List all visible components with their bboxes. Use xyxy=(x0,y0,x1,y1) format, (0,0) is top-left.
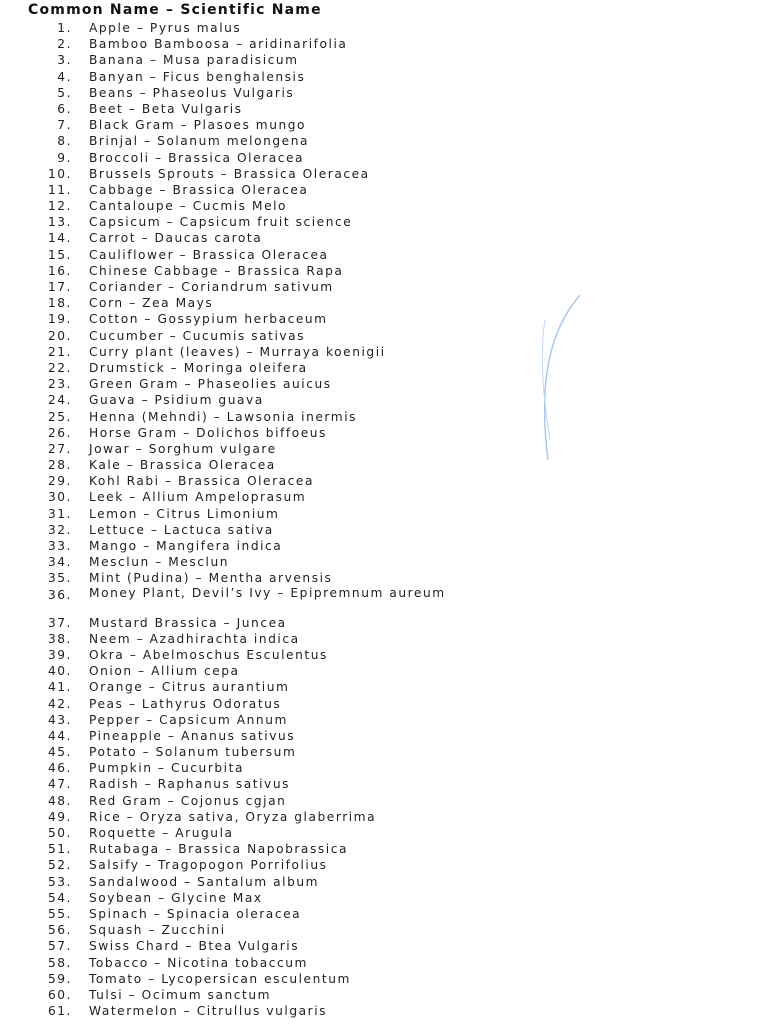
list-item-number: 52. xyxy=(47,858,72,873)
list-item xyxy=(0,1003,768,1019)
list-item-text: Mesclun – Mesclun xyxy=(89,555,229,570)
list-item-number: 9. xyxy=(57,150,72,165)
list-item-text: Chinese Cabbage – Brassica Rapa xyxy=(89,263,344,278)
list-item xyxy=(0,938,768,954)
list-item-text: Watermelon – Citrullus vulgaris xyxy=(89,1004,328,1019)
list-item xyxy=(0,809,768,825)
list-item-number: 27. xyxy=(47,441,72,456)
list-item xyxy=(0,489,768,505)
list-item-text: Spinach – Spinacia oleracea xyxy=(89,906,302,921)
list-item-text: Black Gram – Plasoes mungo xyxy=(89,118,307,133)
list-item xyxy=(0,214,768,230)
list-item-number: 6. xyxy=(57,101,72,116)
list-item-number: 23. xyxy=(47,377,72,392)
list-item xyxy=(0,279,768,295)
list-item-number: 19. xyxy=(47,312,72,327)
list-item-number: 25. xyxy=(47,409,72,424)
list-item-number: 54. xyxy=(47,890,72,905)
list-item xyxy=(0,295,768,311)
list-item-number: 49. xyxy=(47,809,72,824)
list-item-number: 3. xyxy=(57,53,72,68)
list-item-text: Neem – Azadhirachta indica xyxy=(89,631,300,646)
list-item-number: 17. xyxy=(47,280,72,294)
list-item-number: 24. xyxy=(47,393,72,408)
list-item xyxy=(0,473,768,489)
list-item xyxy=(0,971,768,987)
list-item-number: 35. xyxy=(47,571,72,586)
list-item-text: Mustard Brassica – Juncea xyxy=(89,615,287,630)
list-item-number: 28. xyxy=(47,458,72,473)
list-item xyxy=(0,679,768,695)
list-item-text: Pepper – Capsicum Annum xyxy=(89,712,288,727)
list-item xyxy=(0,506,768,522)
list-item-number: 7. xyxy=(57,118,72,133)
list-item-number: 33. xyxy=(47,539,72,553)
list-item-number: 61. xyxy=(47,1004,72,1019)
list-item xyxy=(0,247,768,263)
list-item xyxy=(0,825,768,841)
list-item-number: 39. xyxy=(47,647,72,662)
list-item xyxy=(0,874,768,890)
list-item xyxy=(0,328,768,344)
list-item-text: Tulsi – Ocimum sanctum xyxy=(89,987,272,1002)
list-item-text: Brussels Sprouts – Brassica Oleracea xyxy=(89,166,370,181)
list-item xyxy=(0,263,768,279)
list-item xyxy=(0,587,768,615)
list-item-number: 21. xyxy=(47,344,72,359)
list-item xyxy=(0,409,768,425)
list-item xyxy=(0,198,768,214)
list-item xyxy=(0,69,768,85)
list-item xyxy=(0,922,768,938)
list-item-number: 20. xyxy=(47,328,72,343)
list-item-text: Drumstick – Moringa oleifera xyxy=(89,360,308,375)
list-item-number: 10. xyxy=(47,166,72,181)
list-item xyxy=(0,425,768,441)
list-item-number: 2. xyxy=(57,37,72,52)
list-item-number: 5. xyxy=(57,85,72,100)
list-item-text: Coriander – Coriandrum sativum xyxy=(89,280,334,294)
list-item xyxy=(0,376,768,392)
list-item xyxy=(0,85,768,101)
list-item xyxy=(0,117,768,133)
list-item-number: 58. xyxy=(47,955,72,970)
list-item-text: Pineapple – Ananus sativus xyxy=(89,728,296,743)
list-item-text: Sandalwood – Santalum album xyxy=(89,874,320,889)
list-item-text: Jowar – Sorghum vulgare xyxy=(89,441,277,456)
list-item xyxy=(0,987,768,1003)
list-item-number: 12. xyxy=(47,199,72,214)
list-item-text: Brinjal – Solanum melongena xyxy=(89,134,310,149)
list-item-number: 40. xyxy=(47,664,72,679)
list-item-text: Carrot – Daucas carota xyxy=(89,231,263,246)
list-item-number: 47. xyxy=(47,777,72,792)
list-item-text: Okra – Abelmoschus Esculentus xyxy=(89,647,328,662)
list-item-number: 41. xyxy=(47,680,72,695)
page-title: Common Name – Scientific Name xyxy=(28,2,322,18)
list-item-text: Henna (Mehndi) – Lawsonia inermis xyxy=(89,409,358,424)
list-item-text: Cabbage – Brassica Oleracea xyxy=(89,182,309,197)
list-item-number: 42. xyxy=(47,696,72,711)
list-item-number: 44. xyxy=(47,728,72,743)
list-item xyxy=(0,841,768,857)
list-item-text: Soybean – Glycine Max xyxy=(89,890,263,905)
list-item-number: 30. xyxy=(47,490,72,505)
list-item-text: Mint (Pudina) – Mentha arvensis xyxy=(89,571,333,586)
list-item-text: Potato – Solanum tubersum xyxy=(89,745,297,760)
list-item-text: Lemon – Citrus Limonium xyxy=(89,506,280,521)
list-item xyxy=(0,744,768,760)
list-item-number: 36. xyxy=(47,587,72,602)
list-item-number: 8. xyxy=(57,134,72,149)
list-item-number: 18. xyxy=(47,296,72,311)
list-item-number: 55. xyxy=(47,906,72,921)
list-item-number: 53. xyxy=(47,874,72,889)
list-item xyxy=(0,776,768,792)
list-item-number: 45. xyxy=(47,745,72,760)
list-item xyxy=(0,20,768,36)
list-item-text: Capsicum – Capsicum fruit science xyxy=(89,215,353,230)
list-item xyxy=(0,182,768,198)
list-item-number: 43. xyxy=(47,712,72,727)
list-item-number: 15. xyxy=(47,247,72,262)
list-item xyxy=(0,441,768,457)
list-item-number: 22. xyxy=(47,360,72,375)
list-item-number: 56. xyxy=(47,923,72,938)
list-item xyxy=(0,663,768,679)
list-item-text: Radish – Raphanus sativus xyxy=(89,777,290,792)
list-item xyxy=(0,554,768,570)
list-item-number: 59. xyxy=(47,971,72,986)
list-item-number: 51. xyxy=(47,842,72,857)
list-item-number: 32. xyxy=(47,522,72,537)
list-item xyxy=(0,793,768,809)
list-item-number: 46. xyxy=(47,761,72,776)
list-item-text: Broccoli – Brassica Oleracea xyxy=(89,150,305,165)
list-item-text: Money Plant, Devil’s Ivy – Epipremnum aureum xyxy=(89,585,446,600)
list-item xyxy=(0,166,768,182)
list-item-text: Guava – Psidium guava xyxy=(89,393,264,408)
list-item-text: Swiss Chard – Btea Vulgaris xyxy=(89,939,300,954)
list-item-text: Corn – Zea Mays xyxy=(89,296,214,311)
list-item-number: 1. xyxy=(57,21,72,35)
list-item xyxy=(0,133,768,149)
list-item xyxy=(0,150,768,166)
list-item-number: 48. xyxy=(47,793,72,808)
list-item-text: Apple – Pyrus malus xyxy=(89,21,242,35)
list-item-text: Orange – Citrus aurantium xyxy=(89,680,290,695)
list-item xyxy=(0,696,768,712)
list-item-text: Banyan – Ficus benghalensis xyxy=(89,69,306,84)
list-item-text: Bamboo Bamboosa – aridinarifolia xyxy=(89,37,348,52)
list-item-text: Curry plant (leaves) – Murraya koenigii xyxy=(89,344,386,359)
list-item xyxy=(0,457,768,473)
list-item xyxy=(0,647,768,663)
list-item-text: Onion – Allium cepa xyxy=(89,664,240,679)
list-item xyxy=(0,538,768,554)
list-item-text: Beet – Beta Vulgaris xyxy=(89,101,243,116)
list-item-number: 34. xyxy=(47,555,72,570)
list-item xyxy=(0,522,768,538)
list-item-text: Cauliflower – Brassica Oleracea xyxy=(89,247,329,262)
list-item-text: Salsify – Tragopogon Porrifolius xyxy=(89,858,328,873)
list-item xyxy=(0,360,768,376)
list-item-number: 11. xyxy=(47,182,72,197)
list-item xyxy=(0,230,768,246)
list-item-number: 38. xyxy=(47,631,72,646)
list-item xyxy=(0,906,768,922)
list-item xyxy=(0,344,768,360)
list-item xyxy=(0,857,768,873)
list-item-text: Cucumber – Cucumis sativas xyxy=(89,328,306,343)
list-item xyxy=(0,615,768,631)
list-item-text: Lettuce – Lactuca sativa xyxy=(89,522,274,537)
list-item xyxy=(0,760,768,776)
list-item-number: 13. xyxy=(47,215,72,230)
list-item xyxy=(0,52,768,68)
list-item xyxy=(0,392,768,408)
list-item-number: 29. xyxy=(47,474,72,489)
list-item-text: Red Gram – Cojonus cgjan xyxy=(89,793,287,808)
list-item-text: Roquette – Arugula xyxy=(89,826,234,840)
list-item-text: Cotton – Gossypium herbaceum xyxy=(89,312,328,327)
list-item-text: Peas – Lathyrus Odoratus xyxy=(89,696,282,711)
list-item-number: 50. xyxy=(47,826,72,840)
list-item-text: Banana – Musa paradisicum xyxy=(89,53,299,68)
list-item xyxy=(0,728,768,744)
list-item-text: Kale – Brassica Oleracea xyxy=(89,458,276,473)
list-item-text: Tomato – Lycopersican esculentum xyxy=(89,971,351,986)
list-item xyxy=(0,101,768,117)
plant-name-list xyxy=(0,20,768,1019)
list-item-text: Beans – Phaseolus Vulgaris xyxy=(89,85,295,100)
list-item-text: Pumpkin – Cucurbita xyxy=(89,761,244,776)
list-item-text: Leek – Allium Ampeloprasum xyxy=(89,490,307,505)
list-item-number: 4. xyxy=(57,69,72,84)
list-item-text: Green Gram – Phaseolies auicus xyxy=(89,377,332,392)
list-item xyxy=(0,36,768,52)
list-item-number: 57. xyxy=(47,939,72,954)
list-item-number: 14. xyxy=(47,231,72,246)
list-item-text: Rice – Oryza sativa, Oryza glaberrima xyxy=(89,809,377,824)
list-item xyxy=(0,890,768,906)
list-item xyxy=(0,631,768,647)
list-item-text: Cantaloupe – Cucmis Melo xyxy=(89,199,288,214)
list-item-text: Tobacco – Nicotina tobaccum xyxy=(89,955,308,970)
list-item xyxy=(0,712,768,728)
list-item-text: Kohl Rabi – Brassica Oleracea xyxy=(89,474,315,489)
list-item-number: 31. xyxy=(47,506,72,521)
list-item xyxy=(0,955,768,971)
list-item xyxy=(0,570,768,586)
list-item-text: Mango – Mangifera indica xyxy=(89,539,283,553)
list-item xyxy=(0,311,768,327)
list-item-text: Rutabaga – Brassica Napobrassica xyxy=(89,842,348,857)
list-item-text: Squash – Zucchini xyxy=(89,923,226,938)
list-item-number: 37. xyxy=(47,615,72,630)
list-item-number: 60. xyxy=(47,987,72,1002)
list-item-number: 16. xyxy=(47,263,72,278)
list-item-number: 26. xyxy=(47,425,72,440)
list-item-text: Horse Gram – Dolichos biffoeus xyxy=(89,425,327,440)
